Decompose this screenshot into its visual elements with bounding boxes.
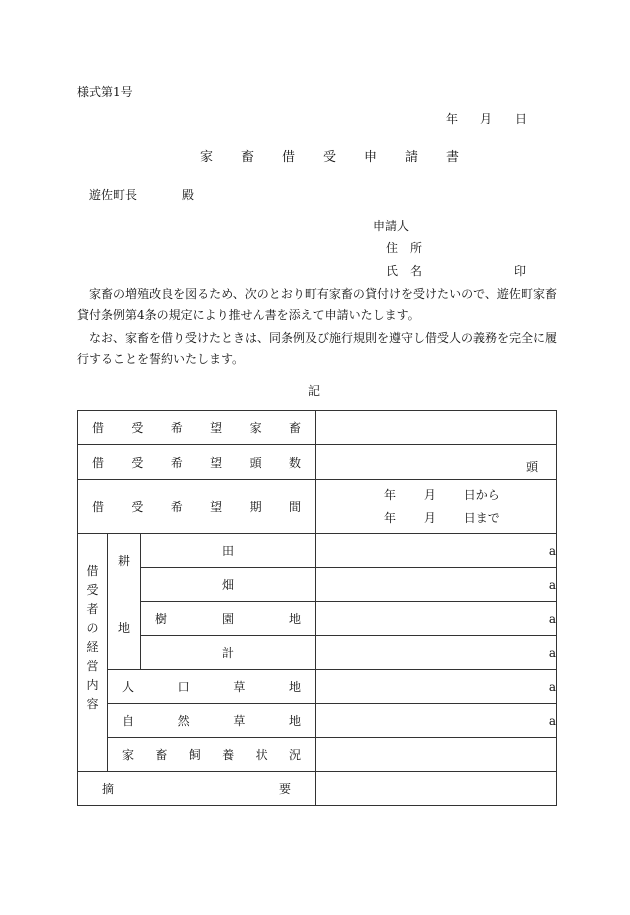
artificial-pasture-label [108, 670, 316, 704]
label-char: 借 [92, 500, 105, 514]
field-label [141, 534, 316, 568]
label-char: 畜 [288, 421, 301, 435]
orchard-label [141, 602, 316, 636]
label-char: 希 [170, 421, 183, 435]
row-head-count [78, 445, 557, 480]
label-char: 園 [222, 612, 235, 626]
row-artificial-pasture [78, 670, 557, 704]
label-char: 田 [222, 544, 235, 558]
label-char: 間 [288, 500, 301, 514]
period-to-day: 日まで [463, 510, 500, 525]
label-char: 望 [210, 500, 223, 514]
period-from-year: 年 [384, 487, 397, 502]
applicant-address-label: 住 所 [386, 241, 423, 255]
row-remarks [78, 772, 557, 806]
label-char: 望 [210, 455, 223, 470]
period-to-year: 年 [384, 510, 397, 525]
row-subtotal [78, 636, 557, 670]
label-char: 自 [122, 714, 135, 728]
label-char: 飼 [188, 748, 201, 762]
natural-pasture-label [108, 704, 316, 738]
label-char: 受 [131, 455, 144, 470]
label-char: 受 [131, 421, 144, 435]
label-char: 草 [233, 714, 246, 728]
label-char: 地 [289, 612, 302, 626]
livestock-status-value [316, 738, 557, 772]
date-year: 年 [446, 112, 459, 126]
remarks-value [316, 772, 557, 806]
label-char: 畑 [222, 578, 235, 592]
livestock-label [78, 411, 316, 445]
label-char: 家 [122, 748, 135, 762]
row-natural-pasture [78, 704, 557, 738]
field-value: a [316, 534, 557, 568]
label-char: 経 [86, 640, 99, 654]
ki-heading: 記 [308, 384, 321, 398]
label-char: 要 [279, 782, 292, 796]
period-label [78, 480, 316, 534]
row-period [78, 480, 557, 534]
label-char: 口 [177, 680, 190, 694]
subtotal-value: a [316, 636, 557, 670]
label-char: 地 [117, 621, 130, 635]
period-from-month: 月 [423, 487, 436, 502]
label-char: 借 [92, 455, 105, 470]
label-char: 計 [222, 646, 235, 660]
applicant-heading: 申請人 [373, 219, 410, 233]
livestock-status-label [108, 738, 316, 772]
label-char: 草 [233, 680, 246, 694]
label-char: 摘 [102, 782, 115, 796]
date-month: 月 [480, 112, 493, 126]
label-char: 況 [288, 748, 301, 762]
addressee-honorific: 殿 [182, 188, 195, 202]
label-char: 受 [131, 500, 144, 514]
head-count-label [78, 445, 316, 480]
period-to-month: 月 [423, 510, 436, 525]
livestock-value [316, 411, 557, 445]
natural-pasture-value: a [316, 704, 557, 738]
period-from [384, 484, 556, 507]
period-to [384, 507, 556, 530]
label-char: 然 [177, 714, 190, 728]
form-number: 様式第1号 [77, 85, 133, 99]
label-char: 者 [86, 602, 99, 616]
label-char: 借 [92, 421, 105, 435]
seal-mark: 印 [514, 264, 527, 278]
period-from-day: 日から [463, 487, 500, 502]
label-char: 樹 [155, 612, 168, 626]
label-char: 借 [86, 564, 99, 578]
row-field [78, 534, 557, 568]
artificial-pasture-value: a [316, 670, 557, 704]
label-char: 容 [86, 697, 99, 711]
label-char: 数 [288, 455, 301, 470]
upland-value: a [316, 568, 557, 602]
label-char: 期 [249, 500, 262, 514]
label-char: 営 [86, 659, 99, 673]
label-char: 地 [289, 714, 302, 728]
row-livestock-status [78, 738, 557, 772]
label-char: 養 [222, 748, 235, 762]
head-count-unit: 頭 [526, 460, 539, 474]
label-char: 耕 [117, 554, 130, 568]
orchard-value: a [316, 602, 557, 636]
row-orchard [78, 602, 557, 636]
addressee-name: 遊佐町長 [89, 188, 138, 202]
document-title: 家畜借受申請書 [200, 150, 488, 165]
body-paragraph-2: なお、家畜を借り受けたときは、同条例及び施行規則を遵守し借受人の義務を完全に履行することを誓約いたします。 [77, 331, 558, 366]
remarks-label [78, 772, 316, 806]
label-char: 内 [86, 678, 99, 692]
label-char: の [86, 621, 99, 635]
label-char: 状 [255, 748, 268, 762]
label-char: 家 [249, 421, 262, 435]
period-value [316, 480, 557, 534]
label-char: 頭 [249, 455, 262, 470]
label-char: 人 [122, 680, 135, 694]
label-char: 希 [170, 455, 183, 470]
head-count-value [316, 445, 557, 480]
applicant-name-label: 氏 名 [386, 264, 423, 278]
application-table [77, 410, 557, 806]
row-upland [78, 568, 557, 602]
row-livestock [78, 411, 557, 445]
upland-label [141, 568, 316, 602]
subtotal-label [141, 636, 316, 670]
label-char: 畜 [155, 748, 168, 762]
label-char: 希 [170, 500, 183, 514]
cultivated-label [108, 534, 141, 670]
label-char: 受 [86, 583, 99, 597]
date-day: 日 [515, 112, 528, 126]
body-paragraph-1: 家畜の増殖改良を図るため、次のとおり町有家畜の貸付けを受けたいので、遊佐町家畜貸付条例第4条の規定により推せん書を添えて申請いたします。 [77, 287, 557, 322]
management-group-label [78, 534, 108, 772]
label-char: 望 [210, 421, 223, 435]
label-char: 地 [289, 680, 302, 694]
